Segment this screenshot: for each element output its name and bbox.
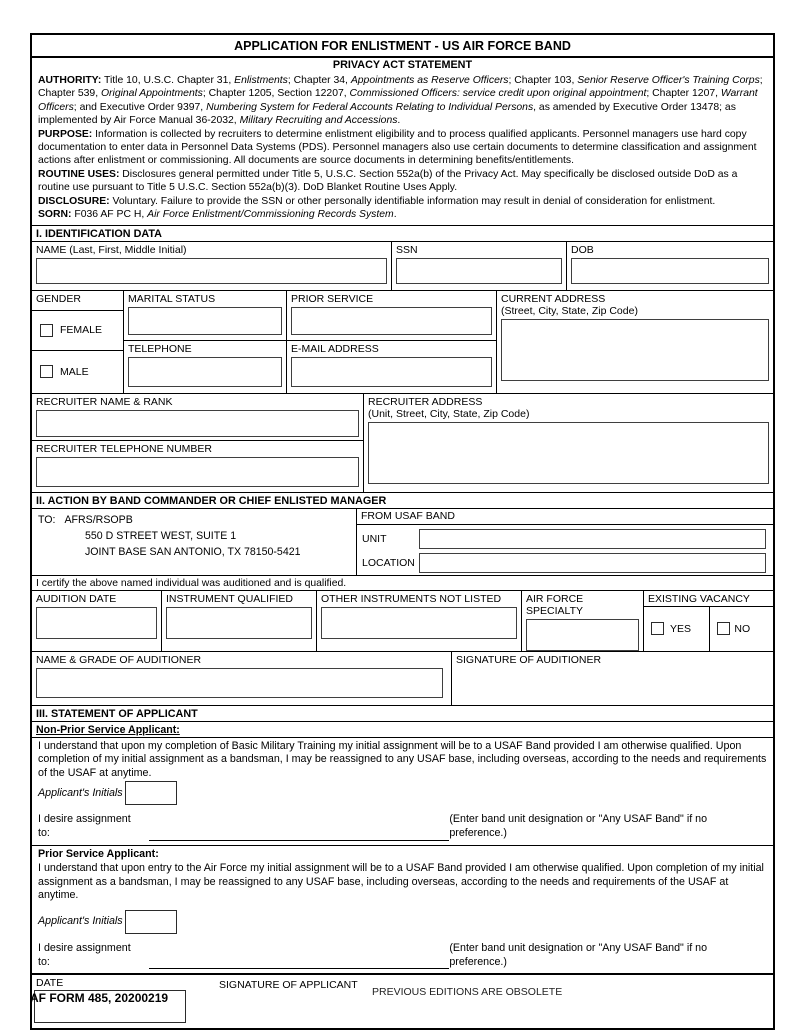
- unit-input[interactable]: [419, 529, 766, 549]
- prior-service-input[interactable]: [291, 307, 492, 335]
- section2-heading: II. ACTION BY BAND COMMANDER OR CHIEF ENLISTED MANAGER: [32, 493, 773, 509]
- non-prior-desire-hint: (Enter band unit designation or "Any USAF Band" if no preference.): [449, 813, 708, 839]
- non-prior-initials-label: Applicant's Initials: [38, 786, 123, 799]
- marital-status-input[interactable]: [128, 307, 282, 335]
- recruiter-name-input[interactable]: [36, 410, 359, 437]
- to-label: TO:: [38, 513, 56, 526]
- name-cell: [32, 242, 392, 290]
- current-address-sublabel: (Street, City, State, Zip Code): [501, 304, 638, 317]
- non-prior-desire-label: I desire assignment to:: [38, 813, 131, 839]
- non-prior-heading: [32, 722, 773, 738]
- non-prior-heading-text: Non-Prior Service Applicant:: [36, 723, 180, 736]
- auditioner-name-input[interactable]: [36, 668, 443, 698]
- prior-initials-input[interactable]: [125, 910, 177, 934]
- marital-telephone-cell: [124, 291, 287, 393]
- prior-initials-label: Applicant's Initials: [38, 915, 123, 928]
- vacancy-no-label: NO: [734, 622, 751, 635]
- air-force-specialty-input[interactable]: [526, 619, 639, 651]
- male-option[interactable]: [32, 351, 123, 393]
- audition-date-input[interactable]: [36, 607, 157, 639]
- air-force-specialty-cell: [522, 591, 644, 651]
- privacy-purpose-paragraph: PURPOSE: Information is collected by recruiters to determine enlistment eligibility and to process qualified applicants. Personnel managers use hard copy documentation to enter data in Personnel Data Systems (PDS). Personnel managers also use certain documents to determine classification and assignment actions after enlistment or commissioning. All documents are source documents in determining benefits/entitlements.: [38, 128, 757, 167]
- vacancy-yes-label: YES: [670, 622, 692, 635]
- privacy-disclosure-paragraph: DISCLOSURE: Voluntary. Failure to provide the SSN or other personally identifiable information may result in denial of consideration for enlistment.: [38, 195, 716, 207]
- auditioner-name-cell: [32, 652, 452, 705]
- prior-desire-hint: (Enter band unit designation or "Any USAF Band" if no preference.): [449, 941, 708, 968]
- vacancy-no-checkbox[interactable]: [717, 622, 730, 635]
- from-usaf-band-label: FROM USAF BAND: [357, 509, 773, 525]
- section3-heading: III. STATEMENT OF APPLICANT: [32, 706, 773, 722]
- form-title: APPLICATION FOR ENLISTMENT - US AIR FORCE BAND: [32, 35, 773, 58]
- recruiter-phone-input[interactable]: [36, 457, 359, 487]
- dob-label: DOB: [571, 243, 594, 256]
- auditioner-signature-label: SIGNATURE OF AUDITIONER: [456, 653, 602, 666]
- privacy-authority-paragraph: AUTHORITY: Title 10, U.S.C. Chapter 31, Enlistments; Chapter 34, Appointments as Reserve Officers; Chapter 103, Senior Reserve Officer's Training Corps; Chapter 539, Original Appointments; Chapter 1205, Section 12207, Commissioned Officers: service credit upon original appointment; Chapter 1207, Warrant Officers; and Executive Order 9397, Numbering System for Federal Accounts Relating to Individual Persons, as amended by Executive Order 13478; as implemented by Air Force Manual 36-2032, Military Recruiting and Accessions.: [38, 74, 763, 127]
- female-checkbox[interactable]: [40, 324, 53, 337]
- recruiter-address-sublabel: (Unit, Street, City, State, Zip Code): [368, 407, 530, 420]
- male-label: MALE: [60, 365, 89, 378]
- other-instruments-label: OTHER INSTRUMENTS NOT LISTED: [321, 592, 502, 605]
- privacy-routine-uses-paragraph: ROUTINE USES: Disclosures general permitted under Title 5, U.S.C. Section 552a(b) of the Privacy Act. May specifically be disclosed outside DoD as a routine use pursuant to Title 5 U.S.C. Section 552a(b)(3). DoD Blanket Routine Uses Apply.: [38, 168, 738, 194]
- location-label: LOCATION: [362, 556, 415, 569]
- female-option[interactable]: [32, 311, 123, 351]
- instrument-qualified-label: INSTRUMENT QUALIFIED: [166, 592, 293, 605]
- location-input[interactable]: [419, 553, 766, 573]
- identification-row: [32, 242, 773, 291]
- email-label: E-MAIL ADDRESS: [291, 342, 379, 355]
- instrument-cell: [162, 591, 317, 651]
- to-address-line2: JOINT BASE SAN ANTONIO, TX 78150-5421: [85, 545, 301, 558]
- audition-row: [32, 591, 773, 652]
- obsolete-note: PREVIOUS EDITIONS ARE OBSOLETE: [372, 986, 563, 998]
- prior-assignment-line[interactable]: [149, 957, 449, 969]
- section1-heading: I. IDENTIFICATION DATA: [32, 226, 773, 242]
- recruiter-phone-label: RECRUITER TELEPHONE NUMBER: [36, 442, 212, 455]
- recruiter-name-label: RECRUITER NAME & RANK: [36, 395, 173, 408]
- ssn-cell: [392, 242, 567, 290]
- air-force-specialty-label: AIR FORCE SPECIALTY: [526, 592, 584, 617]
- dob-input[interactable]: [571, 258, 769, 284]
- prior-service-label: PRIOR SERVICE: [291, 292, 374, 305]
- current-address-label: CURRENT ADDRESS: [501, 292, 606, 305]
- ssn-input[interactable]: [396, 258, 562, 284]
- prior-block: [32, 846, 773, 976]
- certify-statement: I certify the above named individual was auditioned and is qualified.: [32, 576, 773, 591]
- af-form-485: [30, 33, 775, 1030]
- name-label: NAME (Last, First, Middle Initial): [36, 243, 187, 256]
- existing-vacancy-cell: [644, 591, 773, 651]
- recruiter-left-cell: [32, 394, 364, 492]
- prior-desire-label: I desire assignment to:: [38, 941, 131, 968]
- vacancy-no-option[interactable]: [710, 607, 773, 651]
- unit-label: UNIT: [362, 532, 387, 545]
- audition-date-cell: [32, 591, 162, 651]
- to-address-line1: 550 D STREET WEST, SUITE 1: [85, 529, 237, 542]
- marital-status-label: MARITAL STATUS: [128, 292, 216, 305]
- audition-date-label: AUDITION DATE: [36, 592, 117, 605]
- other-instruments-input[interactable]: [321, 607, 517, 639]
- telephone-input[interactable]: [128, 357, 282, 387]
- non-prior-assignment-line[interactable]: [149, 829, 449, 841]
- ssn-label: SSN: [396, 243, 418, 256]
- dob-cell: [567, 242, 773, 290]
- female-label: FEMALE: [60, 324, 103, 337]
- gender-label: GENDER: [32, 291, 123, 311]
- non-prior-paragraph: I understand that upon my completion of Basic Military Training my initial assignment will be to a USAF Band provided I am otherwise qualified. Upon completion of my initial assignment as a bandsman, I may be reassigned to any USAF base, including overseas, according to the needs and requirements of the USAF at anytime.: [38, 739, 767, 779]
- privacy-act-statement: [32, 58, 773, 226]
- from-band-block: [357, 509, 773, 575]
- email-input[interactable]: [291, 357, 492, 387]
- to-from-row: [32, 509, 773, 576]
- auditioner-row: [32, 652, 773, 706]
- current-address-cell: [497, 291, 773, 393]
- non-prior-initials-input[interactable]: [125, 781, 177, 805]
- current-address-input[interactable]: [501, 319, 769, 381]
- to-address-block: [32, 509, 357, 575]
- recruiter-address-label: RECRUITER ADDRESS: [368, 395, 483, 408]
- auditioner-signature-cell: [452, 652, 773, 705]
- auditioner-name-label: NAME & GRADE OF AUDITIONER: [36, 653, 202, 666]
- non-prior-block: [32, 738, 773, 846]
- recruiter-row: [32, 394, 773, 493]
- telephone-label: TELEPHONE: [128, 342, 192, 355]
- privacy-heading: PRIVACY ACT STATEMENT: [332, 59, 473, 71]
- existing-vacancy-label: EXISTING VACANCY: [644, 591, 773, 607]
- male-checkbox[interactable]: [40, 365, 53, 378]
- to-name: AFRS/RSOPB: [64, 513, 133, 526]
- prior-paragraph: I understand that upon entry to the Air Force my initial assignment will be to a USAF Band provided I am otherwise qualified. Upon completion of my initial assignment as a bandsman, I may be reassigned to any USAF base, including overseas, according to the needs and requirements of the USAF at anytime.: [38, 862, 764, 902]
- personal-data-row: [32, 291, 773, 394]
- privacy-sorn-paragraph: SORN: F036 AF PC H, Air Force Enlistment/Commissioning Records System.: [38, 209, 397, 221]
- recruiter-address-cell: [364, 394, 773, 492]
- prior-heading: Prior Service Applicant:: [38, 847, 159, 860]
- recruiter-address-input[interactable]: [368, 422, 769, 484]
- vacancy-yes-checkbox[interactable]: [651, 622, 664, 635]
- applicant-signature-label: SIGNATURE OF APPLICANT: [219, 979, 358, 992]
- name-input[interactable]: [36, 258, 387, 284]
- instrument-qualified-input[interactable]: [166, 607, 312, 639]
- gender-cell: [32, 291, 124, 393]
- prior-service-email-cell: [287, 291, 497, 393]
- date-label: DATE: [36, 977, 64, 990]
- form-number: AF FORM 485, 20200219: [30, 991, 169, 1005]
- other-instruments-cell: [317, 591, 522, 651]
- vacancy-yes-option[interactable]: [644, 607, 710, 651]
